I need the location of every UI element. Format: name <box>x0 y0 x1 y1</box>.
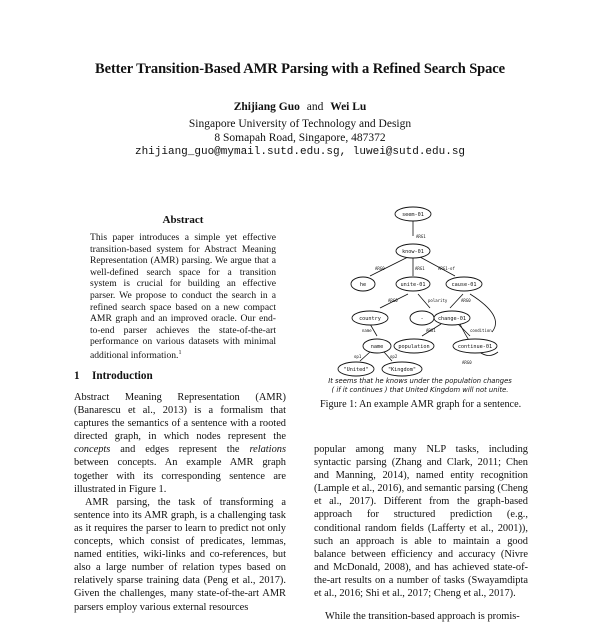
section-heading-introduction <box>74 370 153 382</box>
node-kingdom: "Kingdom" <box>387 367 417 373</box>
affiliation-line-1: Singapore University of Technology and Design <box>188 118 412 130</box>
right-column-text <box>314 443 528 623</box>
abstract-heading: Abstract <box>162 214 204 226</box>
section-title: Introduction <box>92 370 153 382</box>
edge-label-polarity: polarity <box>428 298 448 303</box>
node-population: population <box>398 344 430 350</box>
edge-label-op2: op2 <box>390 354 398 359</box>
concepts-emphasis: concepts <box>74 444 111 456</box>
node-unite: unite-01 <box>400 282 426 288</box>
edge-label-arg0-change: ARG0 <box>461 298 471 303</box>
node-he: he <box>359 282 367 288</box>
edge-label-name: name <box>362 328 372 333</box>
edge-label-arg0-country: ARG0 <box>388 298 398 303</box>
edge-label-arg1-unite: ARG1 <box>415 266 425 271</box>
figure-caption: Figure 1: An example AMR graph for a sentence. <box>320 399 522 410</box>
edge-label-arg0-cont: ARG0 <box>462 360 472 365</box>
paper-title: Better Transition-Based AMR Parsing with a Refined Search Space <box>95 61 505 77</box>
section-number: 1 <box>74 370 80 382</box>
edge-line <box>458 324 470 336</box>
node-know: know-01 <box>402 249 424 255</box>
edge-label-arg1-top: ARG1 <box>416 234 426 239</box>
node-country: country <box>359 316 381 322</box>
edge-label-arg1of: ARG1-of <box>438 266 455 271</box>
author-1: Zhijiang Guo <box>233 101 300 113</box>
footnote-mark: 1 <box>178 349 182 356</box>
edge-label-arg0-he: ARG0 <box>375 266 385 271</box>
relations-emphasis: relations <box>249 444 286 456</box>
figure-sentence-line-1: It seems that he knows under the population changes <box>328 377 512 385</box>
authors <box>0 101 600 113</box>
amr-graph-figure <box>330 206 530 386</box>
left-column-text <box>74 391 286 614</box>
edge-label-op1: op1 <box>354 354 362 359</box>
figure-sentence <box>305 377 535 395</box>
node-continue: continue-01 <box>457 344 493 350</box>
node-minus: - <box>420 316 424 322</box>
right-paragraph-2: While the transition-based approach is promis- <box>325 611 520 623</box>
abstract-text: This paper introduces a simple yet effective transition-based system for Abstract Meaning Representation (AMR) parsing. We argue that a well-defined search space for a transition system is crucial for building an effective parser. We propose to conduct the search in a refined search space based on a new compact AMR graph and an improved oracle. Our end-to-end parser achieves the state-of-the-art performance on various datasets with minimal additional information.$^1$ <box>90 232 276 362</box>
node-name: name <box>370 344 384 350</box>
intro-paragraph-2: AMR parsing, the task of transforming a sentence into its AMR graph, is a challenging task as it requires the parser to learn to predict not only concepts, which consist of predicates, lemmas, named entities, wiki-links and co-references, but also a large number of relation types based on relatively sparse training data (Peng et al., 2017). Given the challenges, many state-of-the-art AMR parsers employ various external resources <box>74 496 286 613</box>
intro-paragraph-1: Abstract Meaning Representation (AMR) (Banarescu et al., 2013) is a formalism that captures the semantics of a sentence with a rooted directed graph, in which nodes represent the concepts and edges represent the relations between concepts. An example AMR graph together with its corresponding sentence are illustrated in Figure 1. <box>74 392 286 495</box>
figure-sentence-line-2: ( if it continues ) that United Kingdom will not unite. <box>331 386 509 394</box>
edge-label-condition: condition <box>470 328 492 333</box>
author-emails: zhijiang_guo@mymail.sutd.edu.sg, luwei@sutd.edu.sg <box>134 146 466 158</box>
author-2: Wei Lu <box>330 101 367 113</box>
affiliation-line-2: 8 Somapah Road, Singapore, 487372 <box>214 132 386 144</box>
author-conjunction: and <box>306 101 324 113</box>
right-paragraph-1: popular among many NLP tasks, including syntactic parsing (Zhang and Clark, 2011; Chen and Manning, 2014), named entity recognition (Lample et al., 2016), and semantic parsing (Cheng et al., 2017). Different from the graph-based approach for structured prediction (e.g., conditional random fields (Lafferty et al., 2001)), such an approach is able to maintain a good balance between efficiency and accuracy (Nivre and McDonald, 2008), and has achieved state-of-the-art results on a number of tasks (Swayamdipta et al., 2016; Shi et al., 2017; Cheng et al., 2017). <box>314 444 528 600</box>
edge-line <box>360 352 370 361</box>
node-united: "United" <box>343 367 369 373</box>
edge-label-arg1-pop: ARG1 <box>426 328 436 333</box>
node-change: change-01 <box>437 316 467 322</box>
node-seem: seem-01 <box>402 212 424 218</box>
node-cause: cause-01 <box>451 282 477 288</box>
edge-line <box>470 294 496 332</box>
